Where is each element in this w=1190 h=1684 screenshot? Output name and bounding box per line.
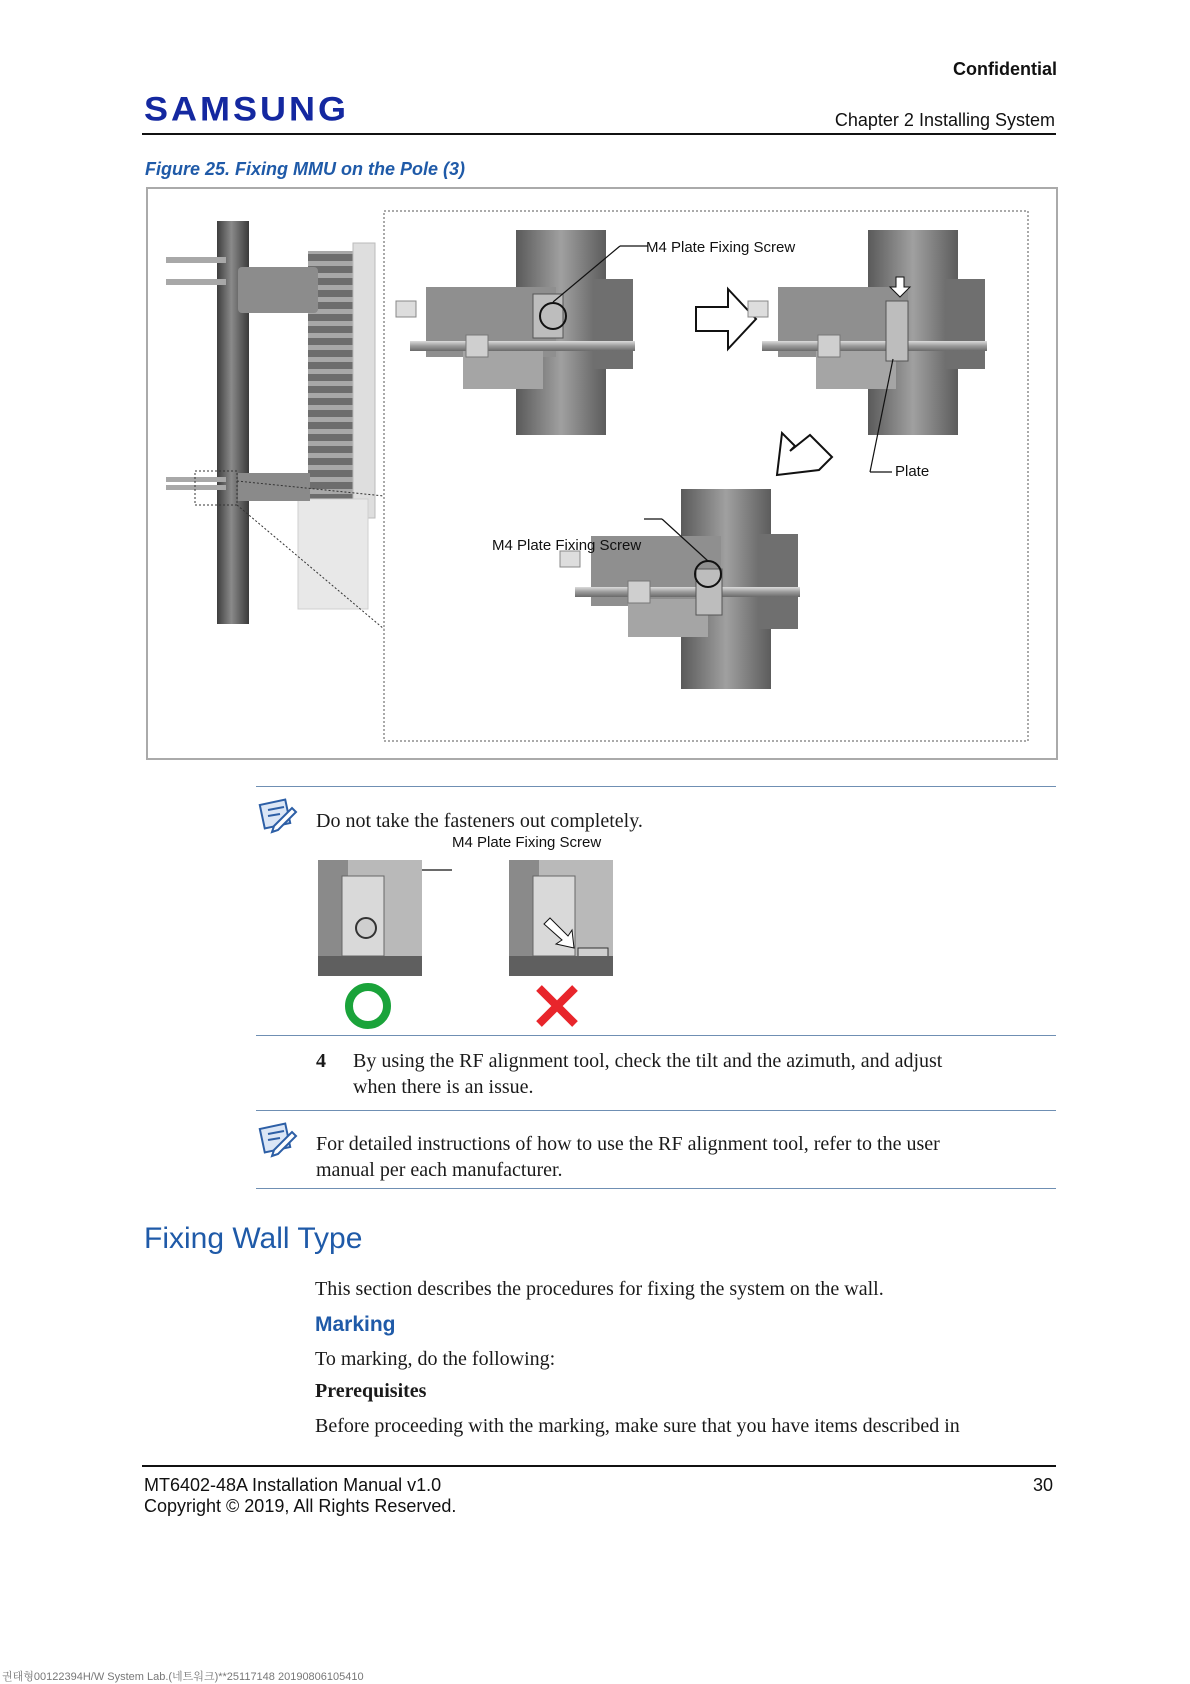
- step-number: 4: [316, 1050, 326, 1072]
- note2-bottom-rule: [256, 1188, 1056, 1189]
- header-divider: [142, 133, 1056, 135]
- footer-copyright: Copyright © 2019, All Rights Reserved.: [144, 1496, 457, 1516]
- note-pencil-icon: [258, 796, 298, 836]
- label-screw-top: M4 Plate Fixing Screw: [646, 239, 796, 256]
- samsung-logo: SAMSUNG: [144, 89, 350, 128]
- label-plate: Plate: [895, 463, 930, 480]
- footer-divider: [142, 1465, 1056, 1467]
- footer-doc-title: MT6402-48A Installation Manual v1.0: [144, 1475, 442, 1495]
- confidential-label: Confidential: [953, 59, 1057, 79]
- section-intro: This section describes the procedures for fixing the system on the wall.: [315, 1278, 884, 1300]
- note-image-label: M4 Plate Fixing Screw: [452, 834, 602, 851]
- next-arrow-icon: [696, 289, 756, 349]
- page-number: 30: [1032, 1475, 1053, 1495]
- note2-line1: For detailed instructions of how to use the RF alignment tool, refer to the user: [316, 1133, 940, 1155]
- detail-step-1: [396, 230, 648, 435]
- correct-incorrect-illustration: [316, 836, 616, 1032]
- step-text-line1: By using the RF alignment tool, check the tilt and the azimuth, and adjust: [353, 1050, 943, 1072]
- section-title: Fixing Wall Type: [144, 1222, 363, 1255]
- correct-icon: [349, 987, 387, 1025]
- print-stamp: 권태형00122394H/W System Lab.(네트워크)**25117148 20190806105410: [2, 1671, 364, 1683]
- note-pencil-icon: [258, 1120, 298, 1160]
- prerequisites-heading: Prerequisites: [315, 1380, 427, 1402]
- figure-frame: [146, 187, 1058, 760]
- note2-top-rule: [256, 1110, 1056, 1111]
- subsection-intro: To marking, do the following:: [315, 1348, 556, 1370]
- figure-caption: Figure 25. Fixing MMU on the Pole (3): [145, 159, 466, 179]
- label-screw-bottom: M4 Plate Fixing Screw: [492, 537, 642, 554]
- down-left-arrow-icon: [777, 433, 832, 475]
- prerequisites-text: Before proceeding with the marking, make sure that you have items described in: [315, 1415, 960, 1437]
- incorrect-icon: [539, 988, 575, 1024]
- detail-step-3: [560, 489, 800, 689]
- note2-line2: manual per each manufacturer.: [316, 1159, 563, 1181]
- note-bottom-rule: [256, 1035, 1056, 1036]
- chapter-title: Chapter 2 Installing System: [834, 110, 1055, 130]
- note-fasteners: Do not take the fasteners out completely.: [316, 810, 643, 832]
- step-text-line2: when there is an issue.: [353, 1076, 534, 1098]
- note-top-rule: [256, 786, 1056, 787]
- subsection-heading: Marking: [315, 1313, 396, 1336]
